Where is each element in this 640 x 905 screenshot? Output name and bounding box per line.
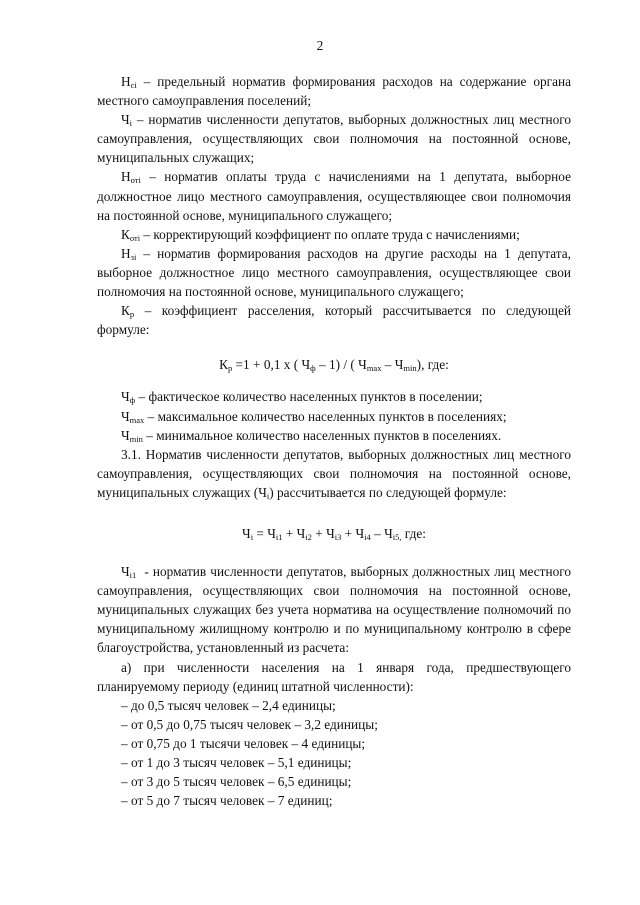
formula-sub: i1: [275, 531, 283, 542]
paragraph-text: ) рассчитывается по следующей формуле:: [269, 484, 507, 500]
formula-part: Ч: [242, 525, 251, 541]
symbol: Н: [121, 74, 131, 89]
formula-part: где:: [401, 525, 426, 541]
definition-text: – фактическое количество населенных пунктов в поселении;: [135, 389, 483, 405]
list-item: – от 0,5 до 0,75 тысяч человек – 3,2 единицы;: [121, 716, 378, 732]
definition-chmax: [97, 407, 571, 426]
formula-part: + Ч: [311, 525, 335, 541]
definition-text: – норматив численности депутатов, выборных должностных лиц местного самоуправления, осуществляющих свои полномочия на постоянной основе, муниципальных служащих;: [97, 112, 571, 166]
symbol: Ч: [121, 112, 130, 128]
formula-part: – Ч: [370, 525, 393, 541]
definition-text: – минимальное количество населенных пунктов в поселениях.: [142, 427, 502, 443]
symbol: Н: [121, 169, 131, 185]
list-item: – до 0,5 тысяч человек – 2,4 единицы;: [121, 697, 336, 713]
definition-text: - норматив численности депутатов, выборных должностных лиц местного самоуправления, осуществляющих свои полномочия на постоянной основе, муниципальных служащих без учета норматива на осуществление полномочий по муниципальному жилищному контролю и по муниципальному контролю в сфере благоустройства, установленный из расчета:: [97, 564, 575, 656]
formula-chi: [97, 524, 571, 543]
definition-text: – коэффициент расселения, который рассчитывается по следующей формуле:: [97, 303, 571, 338]
formula-part: = Ч: [253, 525, 276, 541]
definition-koti: [97, 225, 571, 244]
formula-part: ), где:: [416, 357, 449, 373]
definition-text: – максимальное количество населенных пунктов в поселениях;: [144, 408, 507, 424]
formula-part: + Ч: [341, 525, 365, 541]
formula-sub: i2: [305, 531, 312, 542]
formula-sub: min: [403, 363, 417, 374]
document-body: [97, 72, 575, 810]
formula-sub: i3: [334, 531, 342, 542]
formula-sub: ф: [310, 363, 316, 374]
definition-text: – норматив оплаты труда с начислениями на 1 депутата, выборное должностное лицо местного самоуправления, осуществляющее свои полномочия на постоянной основе, муниципального служащего;: [97, 169, 571, 223]
item-a: а) при численности населения на 1 января года, предшествующего планируемому периоду (единиц штатной численности):: [97, 659, 571, 694]
symbol: Ч: [121, 389, 130, 405]
definition-text: – предельный норматив формирования расходов на содержание органа местного самоуправления поселений;: [97, 74, 571, 109]
definition-text: – норматив формирования расходов на другие расходы на 1 депутата, выборное должностное лицо местного самоуправления, осуществляющее свои полномочия на постоянной основе, муниципального служащего;: [97, 245, 571, 300]
subscript: i: [129, 118, 133, 129]
definition-chi1: [97, 562, 575, 657]
formula-part: – Ч: [381, 357, 404, 373]
formula-sub: i4: [364, 531, 371, 542]
subscript: min: [129, 433, 143, 444]
formula-part: К: [219, 357, 228, 373]
subscript: р: [129, 309, 135, 320]
subscript: max: [129, 414, 145, 425]
definition-kr: [97, 301, 571, 339]
subscript: i1: [129, 570, 137, 581]
definition-chi: [97, 110, 571, 167]
symbol: Н: [121, 245, 131, 261]
subscript: отi: [129, 232, 141, 243]
formula-kr: [97, 355, 571, 374]
formula-sub: р: [227, 363, 233, 374]
definition-text: – корректирующий коэффициент по оплате труда с начислениями;: [140, 226, 520, 242]
formula-part: + Ч: [282, 525, 306, 541]
subscript: отi: [130, 175, 141, 186]
symbol: Ч: [121, 564, 130, 580]
symbol: Ч: [121, 427, 130, 443]
list-item: – от 0,75 до 1 тысячи человек – 4 единицы;: [121, 735, 366, 751]
list-item: – от 1 до 3 тысяч человек – 5,1 единицы;: [121, 755, 352, 770]
formula-part: =1 + 0,1 х ( Ч: [232, 357, 311, 373]
definition-chmin: [97, 426, 571, 445]
page-number: 2: [316, 38, 324, 53]
paragraph-3-1: [97, 445, 571, 502]
formula-part: – 1) / ( Ч: [315, 357, 367, 373]
symbol: Ч: [121, 408, 130, 424]
subscript: зi: [130, 251, 137, 262]
symbol: К: [121, 303, 130, 319]
definition-noti: [97, 167, 571, 224]
formula-sub: i: [250, 531, 254, 542]
symbol: К: [121, 226, 130, 242]
subscript: ф: [129, 395, 136, 406]
definition-nzi: [97, 244, 571, 301]
formula-sub: i5,: [392, 531, 402, 542]
list-item: – от 5 до 7 тысяч человек – 7 единиц;: [121, 793, 333, 809]
paragraph-text: 3.1. Норматив численности депутатов, выборных должностных лиц местного самоуправления, осуществляющих свои полномочия на постоянной основе, муниципальных служащих (Ч: [97, 446, 571, 500]
subscript: i: [266, 490, 270, 501]
definition-nci: [97, 72, 571, 110]
definition-chf: [97, 387, 571, 406]
formula-sub: max: [366, 363, 382, 374]
subscript: сi: [130, 80, 137, 90]
list-item: – от 3 до 5 тысяч человек – 6,5 единицы;: [121, 774, 352, 790]
